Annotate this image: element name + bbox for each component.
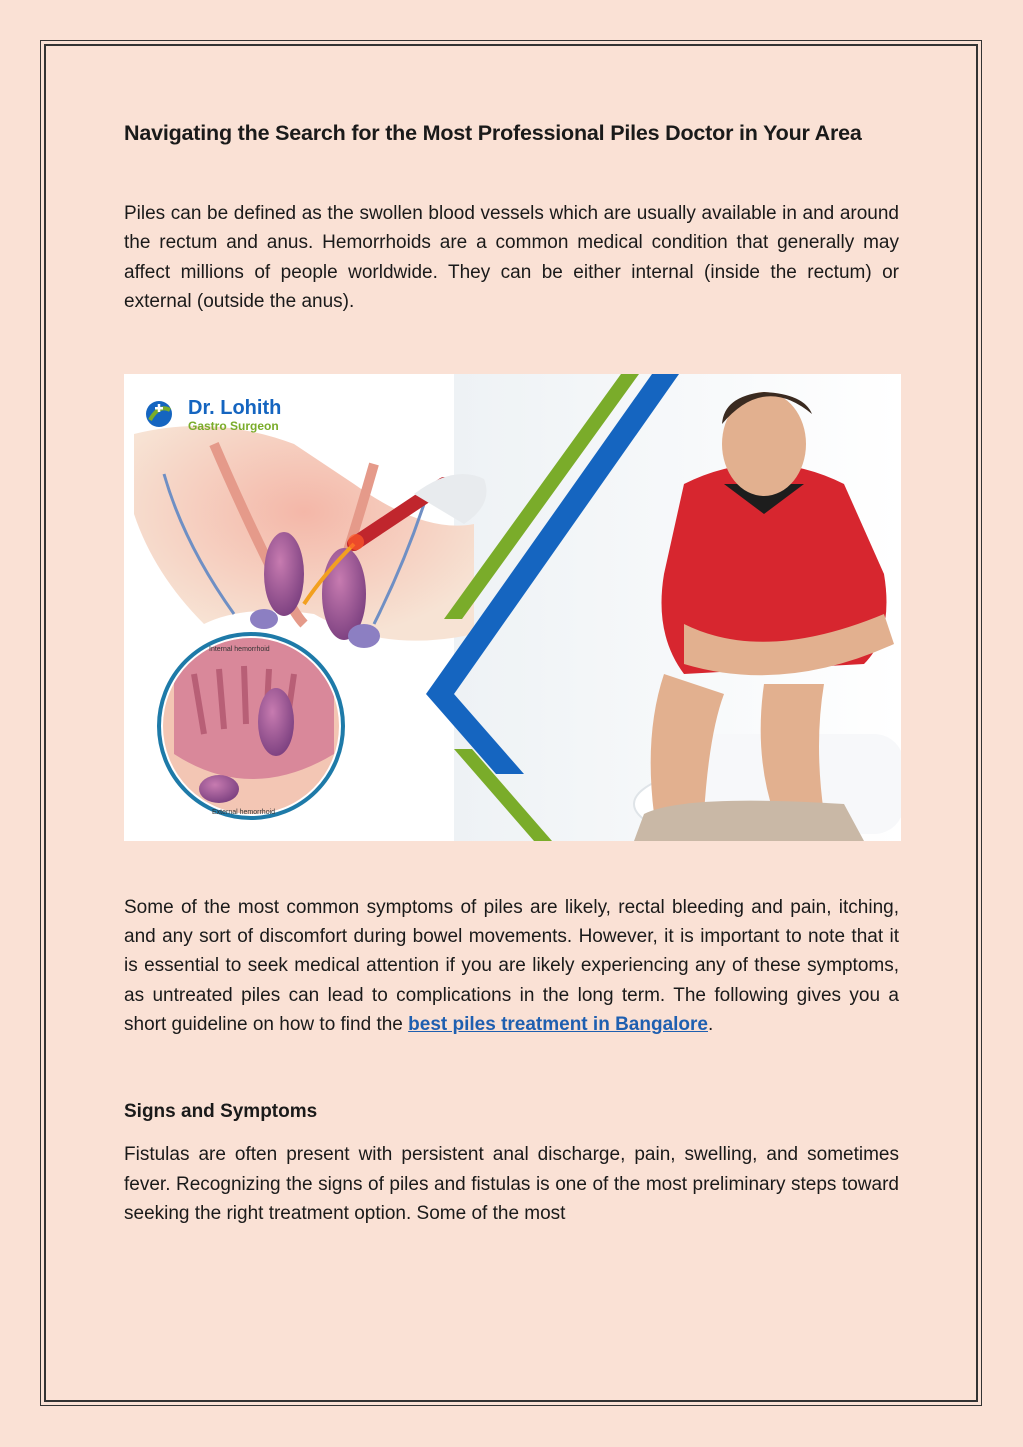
logo-subtitle: Gastro Surgeon	[188, 418, 279, 433]
hero-image	[124, 374, 901, 841]
brand-logo	[146, 397, 281, 433]
best-piles-treatment-link[interactable]: best piles treatment in Bangalore	[408, 1014, 708, 1036]
symptoms-text-end: .	[708, 1014, 714, 1036]
section-heading: Signs and Symptoms	[124, 1100, 318, 1122]
signs-paragraph: Fistulas are often present with persistent anal discharge, pain, swelling, and sometimes fever. Recognizing the signs of piles and fistulas is one of the most preliminary steps toward seeking the right treatment option. Some of the most	[124, 1144, 899, 1225]
document-body	[124, 120, 899, 1229]
anatomy-illustration	[134, 426, 487, 824]
intro-paragraph: Piles can be defined as the swollen blood vessels which are usually available in and around the rectum and anus. Hemorrhoids are a common medical condition that generally may affect millions of people worldwide. They can be either internal (inside the rectum) or external (outside the anus).	[124, 202, 899, 313]
internal-hemorrhoid-label: Internal hemorrhoid	[209, 645, 270, 653]
hero-illustration	[124, 374, 901, 841]
logo-name: Dr. Lohith	[188, 396, 282, 419]
external-hemorrhoid-label: External hemorrhoid	[212, 808, 276, 816]
symptoms-paragraph	[124, 893, 899, 1040]
symptoms-text: Some of the most common symptoms of piles are likely, rectal bleeding and pain, itching, and any sort of discomfort during bowel movements. However, it is important to note that it is essential to seek medical attention if you are likely experiencing any of these symptoms, as untreated piles can lead to complications in the long term. The following gives you a short guideline on how to find the	[124, 896, 899, 1036]
page-title: Navigating the Search for the Most Professional Piles Doctor in Your Area	[124, 121, 862, 145]
